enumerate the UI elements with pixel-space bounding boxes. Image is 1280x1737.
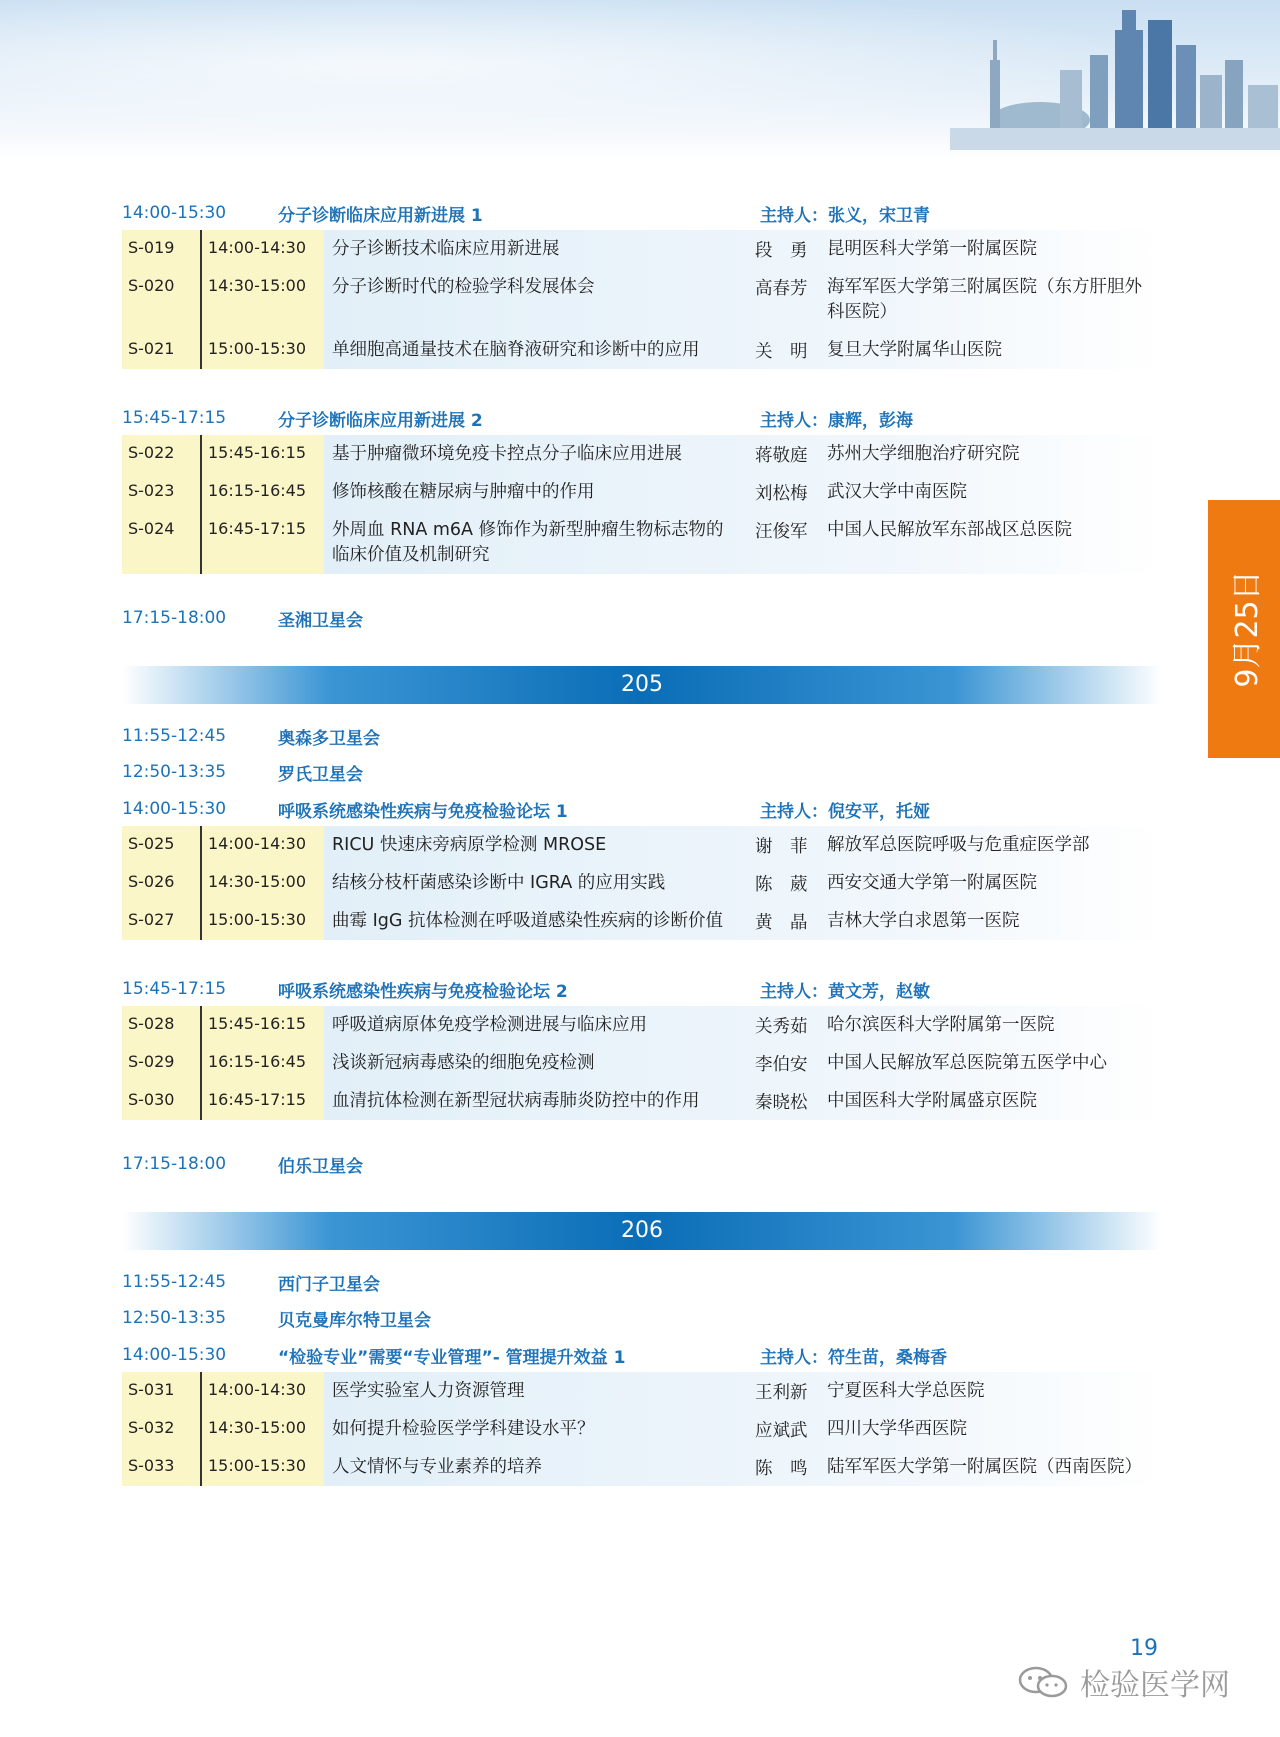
table-row xyxy=(122,1410,1162,1448)
satellite-time: 12:50-13:35 xyxy=(122,762,227,782)
table-row xyxy=(122,268,1162,331)
table-row xyxy=(122,1044,1162,1082)
talk-time: 15:00-15:30 xyxy=(202,331,324,369)
talk-code: S-031 xyxy=(122,1372,202,1410)
talk-code: S-032 xyxy=(122,1410,202,1448)
talk-affiliation: 宁夏医科大学总医院 xyxy=(827,1381,985,1401)
session-time: 14:00-15:30 xyxy=(122,203,227,223)
talk-code: S-022 xyxy=(122,435,202,473)
talk-affiliation: 中国人民解放军总医院第五医学中心 xyxy=(827,1053,1107,1073)
room-206-bar: 206 xyxy=(122,1212,1162,1250)
talk-code: S-025 xyxy=(122,826,202,864)
session-title: 分子诊断临床应用新进展 2 xyxy=(278,410,483,431)
table-row xyxy=(122,511,1162,574)
talk-topic: 医学实验室人力资源管理 xyxy=(332,1381,525,1401)
talk-table xyxy=(122,230,1162,369)
session-header xyxy=(122,200,1162,226)
satellite-time: 17:15-18:00 xyxy=(122,608,227,628)
satellite-meeting xyxy=(122,600,1162,636)
talk-time: 16:15-16:45 xyxy=(202,473,324,511)
talk-time: 14:00-14:30 xyxy=(202,826,324,864)
talk-speaker: 关 明 xyxy=(755,342,808,362)
satellite-title: 贝克曼库尔特卫星会 xyxy=(278,1310,431,1331)
talk-time: 14:00-14:30 xyxy=(202,1372,324,1410)
session-host: 主持人：康辉，彭海 xyxy=(760,410,913,431)
table-row xyxy=(122,864,1162,902)
talk-topic: 外周血 RNA m6A 修饰作为新型肿瘤生物标志物的临床价值及机制研究 xyxy=(332,520,724,565)
satellite-title: 罗氏卫星会 xyxy=(278,764,363,785)
talk-affiliation: 中国人民解放军东部战区总医院 xyxy=(827,520,1072,540)
talk-affiliation: 陆军军医大学第一附属医院（西南医院） xyxy=(827,1457,1142,1477)
talk-topic: 曲霉 IgG 抗体检测在呼吸道感染性疾病的诊断价值 xyxy=(332,911,723,931)
talk-code: S-030 xyxy=(122,1082,202,1120)
talk-topic: 修饰核酸在糖尿病与肿瘤中的作用 xyxy=(332,482,595,502)
satellite-time: 12:50-13:35 xyxy=(122,1308,227,1328)
talk-affiliation: 解放军总医院呼吸与危重症医学部 xyxy=(827,835,1090,855)
wechat-watermark xyxy=(1016,1660,1230,1704)
schedule-content xyxy=(122,200,1162,1486)
talk-speaker: 秦晓松 xyxy=(755,1093,808,1113)
talk-affiliation: 昆明医科大学第一附属医院 xyxy=(827,239,1037,259)
talk-speaker: 陈 鸣 xyxy=(755,1459,808,1479)
session-time: 15:45-17:15 xyxy=(122,979,227,999)
talk-speaker: 谢 菲 xyxy=(755,837,808,857)
talk-affiliation: 复旦大学附属华山医院 xyxy=(827,340,1002,360)
watermark-text: 检验医学网 xyxy=(1080,1668,1230,1703)
header-banner xyxy=(0,0,1280,160)
session-title: 呼吸系统感染性疾病与免疫检验论坛 2 xyxy=(278,981,568,1002)
table-row xyxy=(122,331,1162,369)
satellite-title: 圣湘卫星会 xyxy=(278,610,363,631)
talk-code: S-029 xyxy=(122,1044,202,1082)
talk-code: S-027 xyxy=(122,902,202,940)
talk-speaker: 王利新 xyxy=(755,1383,808,1403)
talk-speaker: 刘松梅 xyxy=(755,484,808,504)
talk-code: S-026 xyxy=(122,864,202,902)
session-header xyxy=(122,976,1162,1002)
talk-table xyxy=(122,1372,1162,1486)
session-header xyxy=(122,405,1162,431)
talk-speaker: 李伯安 xyxy=(755,1055,808,1075)
satellite-meeting xyxy=(122,754,1162,790)
talk-table xyxy=(122,1006,1162,1120)
talk-speaker: 陈 葳 xyxy=(755,875,808,895)
talk-code: S-023 xyxy=(122,473,202,511)
talk-affiliation: 西安交通大学第一附属医院 xyxy=(827,873,1037,893)
talk-time: 16:45-17:15 xyxy=(202,1082,324,1120)
talk-topic: 分子诊断时代的检验学科发展体会 xyxy=(332,277,595,297)
talk-topic: 如何提升检验医学学科建设水平？ xyxy=(332,1419,595,1439)
talk-topic: RICU 快速床旁病原学检测 MROSE xyxy=(332,835,607,855)
talk-topic: 呼吸道病原体免疫学检测进展与临床应用 xyxy=(332,1015,647,1035)
talk-time: 14:30-15:00 xyxy=(202,864,324,902)
talk-topic: 基于肿瘤微环境免疫卡控点分子临床应用进展 xyxy=(332,444,682,464)
talk-time: 15:00-15:30 xyxy=(202,1448,324,1486)
talk-speaker: 黄 晶 xyxy=(755,913,808,933)
talk-speaker: 蒋敬庭 xyxy=(755,446,808,466)
talk-speaker: 高春芳 xyxy=(755,279,808,299)
table-row xyxy=(122,230,1162,268)
talk-topic: 结核分枝杆菌感染诊断中 IGRA 的应用实践 xyxy=(332,873,666,893)
date-tab xyxy=(1208,500,1280,758)
talk-time: 14:00-14:30 xyxy=(202,230,324,268)
table-row xyxy=(122,473,1162,511)
table-row xyxy=(122,435,1162,473)
session-host: 主持人：张义，宋卫青 xyxy=(760,205,930,226)
session-host: 主持人：倪安平，托娅 xyxy=(760,801,930,822)
session-time: 14:00-15:30 xyxy=(122,799,227,819)
talk-affiliation: 苏州大学细胞治疗研究院 xyxy=(827,444,1020,464)
talk-time: 14:30-15:00 xyxy=(202,1410,324,1448)
page-number: 19 xyxy=(1130,1636,1158,1661)
talk-table xyxy=(122,435,1162,574)
satellite-time: 17:15-18:00 xyxy=(122,1154,227,1174)
table-row xyxy=(122,1448,1162,1486)
talk-time: 14:30-15:00 xyxy=(202,268,324,331)
table-row xyxy=(122,902,1162,940)
session-title: “检验专业”需要“专业管理”- 管理提升效益 1 xyxy=(278,1347,626,1368)
talk-code: S-033 xyxy=(122,1448,202,1486)
talk-code: S-019 xyxy=(122,230,202,268)
session-time: 15:45-17:15 xyxy=(122,408,227,428)
room-205-bar: 205 xyxy=(122,666,1162,704)
talk-time: 15:00-15:30 xyxy=(202,902,324,940)
session-title: 呼吸系统感染性疾病与免疫检验论坛 1 xyxy=(278,801,568,822)
wechat-icon xyxy=(1016,1664,1072,1700)
talk-table xyxy=(122,826,1162,940)
satellite-meeting xyxy=(122,1264,1162,1300)
session-host: 主持人：符生苗，桑梅香 xyxy=(760,1347,947,1368)
talk-topic: 血清抗体检测在新型冠状病毒肺炎防控中的作用 xyxy=(332,1091,700,1111)
talk-affiliation: 吉林大学白求恩第一医院 xyxy=(827,911,1020,931)
talk-topic: 人文情怀与专业素养的培养 xyxy=(332,1457,542,1477)
date-tab-label: 9月25日 xyxy=(1230,570,1265,688)
talk-code: S-024 xyxy=(122,511,202,574)
talk-affiliation: 四川大学华西医院 xyxy=(827,1419,967,1439)
talk-topic: 浅谈新冠病毒感染的细胞免疫检测 xyxy=(332,1053,595,1073)
satellite-title: 奥森多卫星会 xyxy=(278,728,380,749)
table-row xyxy=(122,826,1162,864)
satellite-meeting xyxy=(122,1300,1162,1336)
talk-topic: 单细胞高通量技术在脑脊液研究和诊断中的应用 xyxy=(332,340,700,360)
satellite-time: 11:55-12:45 xyxy=(122,1272,227,1292)
satellite-title: 西门子卫星会 xyxy=(278,1274,380,1295)
talk-time: 16:45-17:15 xyxy=(202,511,324,574)
session-time: 14:00-15:30 xyxy=(122,1345,227,1365)
session-header xyxy=(122,796,1162,822)
session-header xyxy=(122,1342,1162,1368)
talk-speaker: 关秀茹 xyxy=(755,1017,808,1037)
session-host: 主持人：黄文芳，赵敏 xyxy=(760,981,930,1002)
talk-affiliation: 中国医科大学附属盛京医院 xyxy=(827,1091,1037,1111)
table-row xyxy=(122,1006,1162,1044)
session-title: 分子诊断临床应用新进展 1 xyxy=(278,205,483,226)
talk-time: 16:15-16:45 xyxy=(202,1044,324,1082)
talk-topic: 分子诊断技术临床应用新进展 xyxy=(332,239,560,259)
talk-time: 15:45-16:15 xyxy=(202,1006,324,1044)
talk-affiliation: 海军军医大学第三附属医院（东方肝胆外科医院） xyxy=(827,277,1142,322)
satellite-title: 伯乐卫星会 xyxy=(278,1156,363,1177)
talk-affiliation: 哈尔滨医科大学附属第一医院 xyxy=(827,1015,1055,1035)
talk-affiliation: 武汉大学中南医院 xyxy=(827,482,967,502)
satellite-time: 11:55-12:45 xyxy=(122,726,227,746)
talk-speaker: 汪俊军 xyxy=(755,522,808,542)
table-row xyxy=(122,1372,1162,1410)
talk-code: S-020 xyxy=(122,268,202,331)
city-skyline-illustration xyxy=(950,0,1280,150)
satellite-meeting xyxy=(122,1146,1162,1182)
table-row xyxy=(122,1082,1162,1120)
talk-time: 15:45-16:15 xyxy=(202,435,324,473)
talk-speaker: 应斌武 xyxy=(755,1421,808,1441)
satellite-meeting xyxy=(122,718,1162,754)
talk-code: S-028 xyxy=(122,1006,202,1044)
talk-code: S-021 xyxy=(122,331,202,369)
talk-speaker: 段 勇 xyxy=(755,241,808,261)
